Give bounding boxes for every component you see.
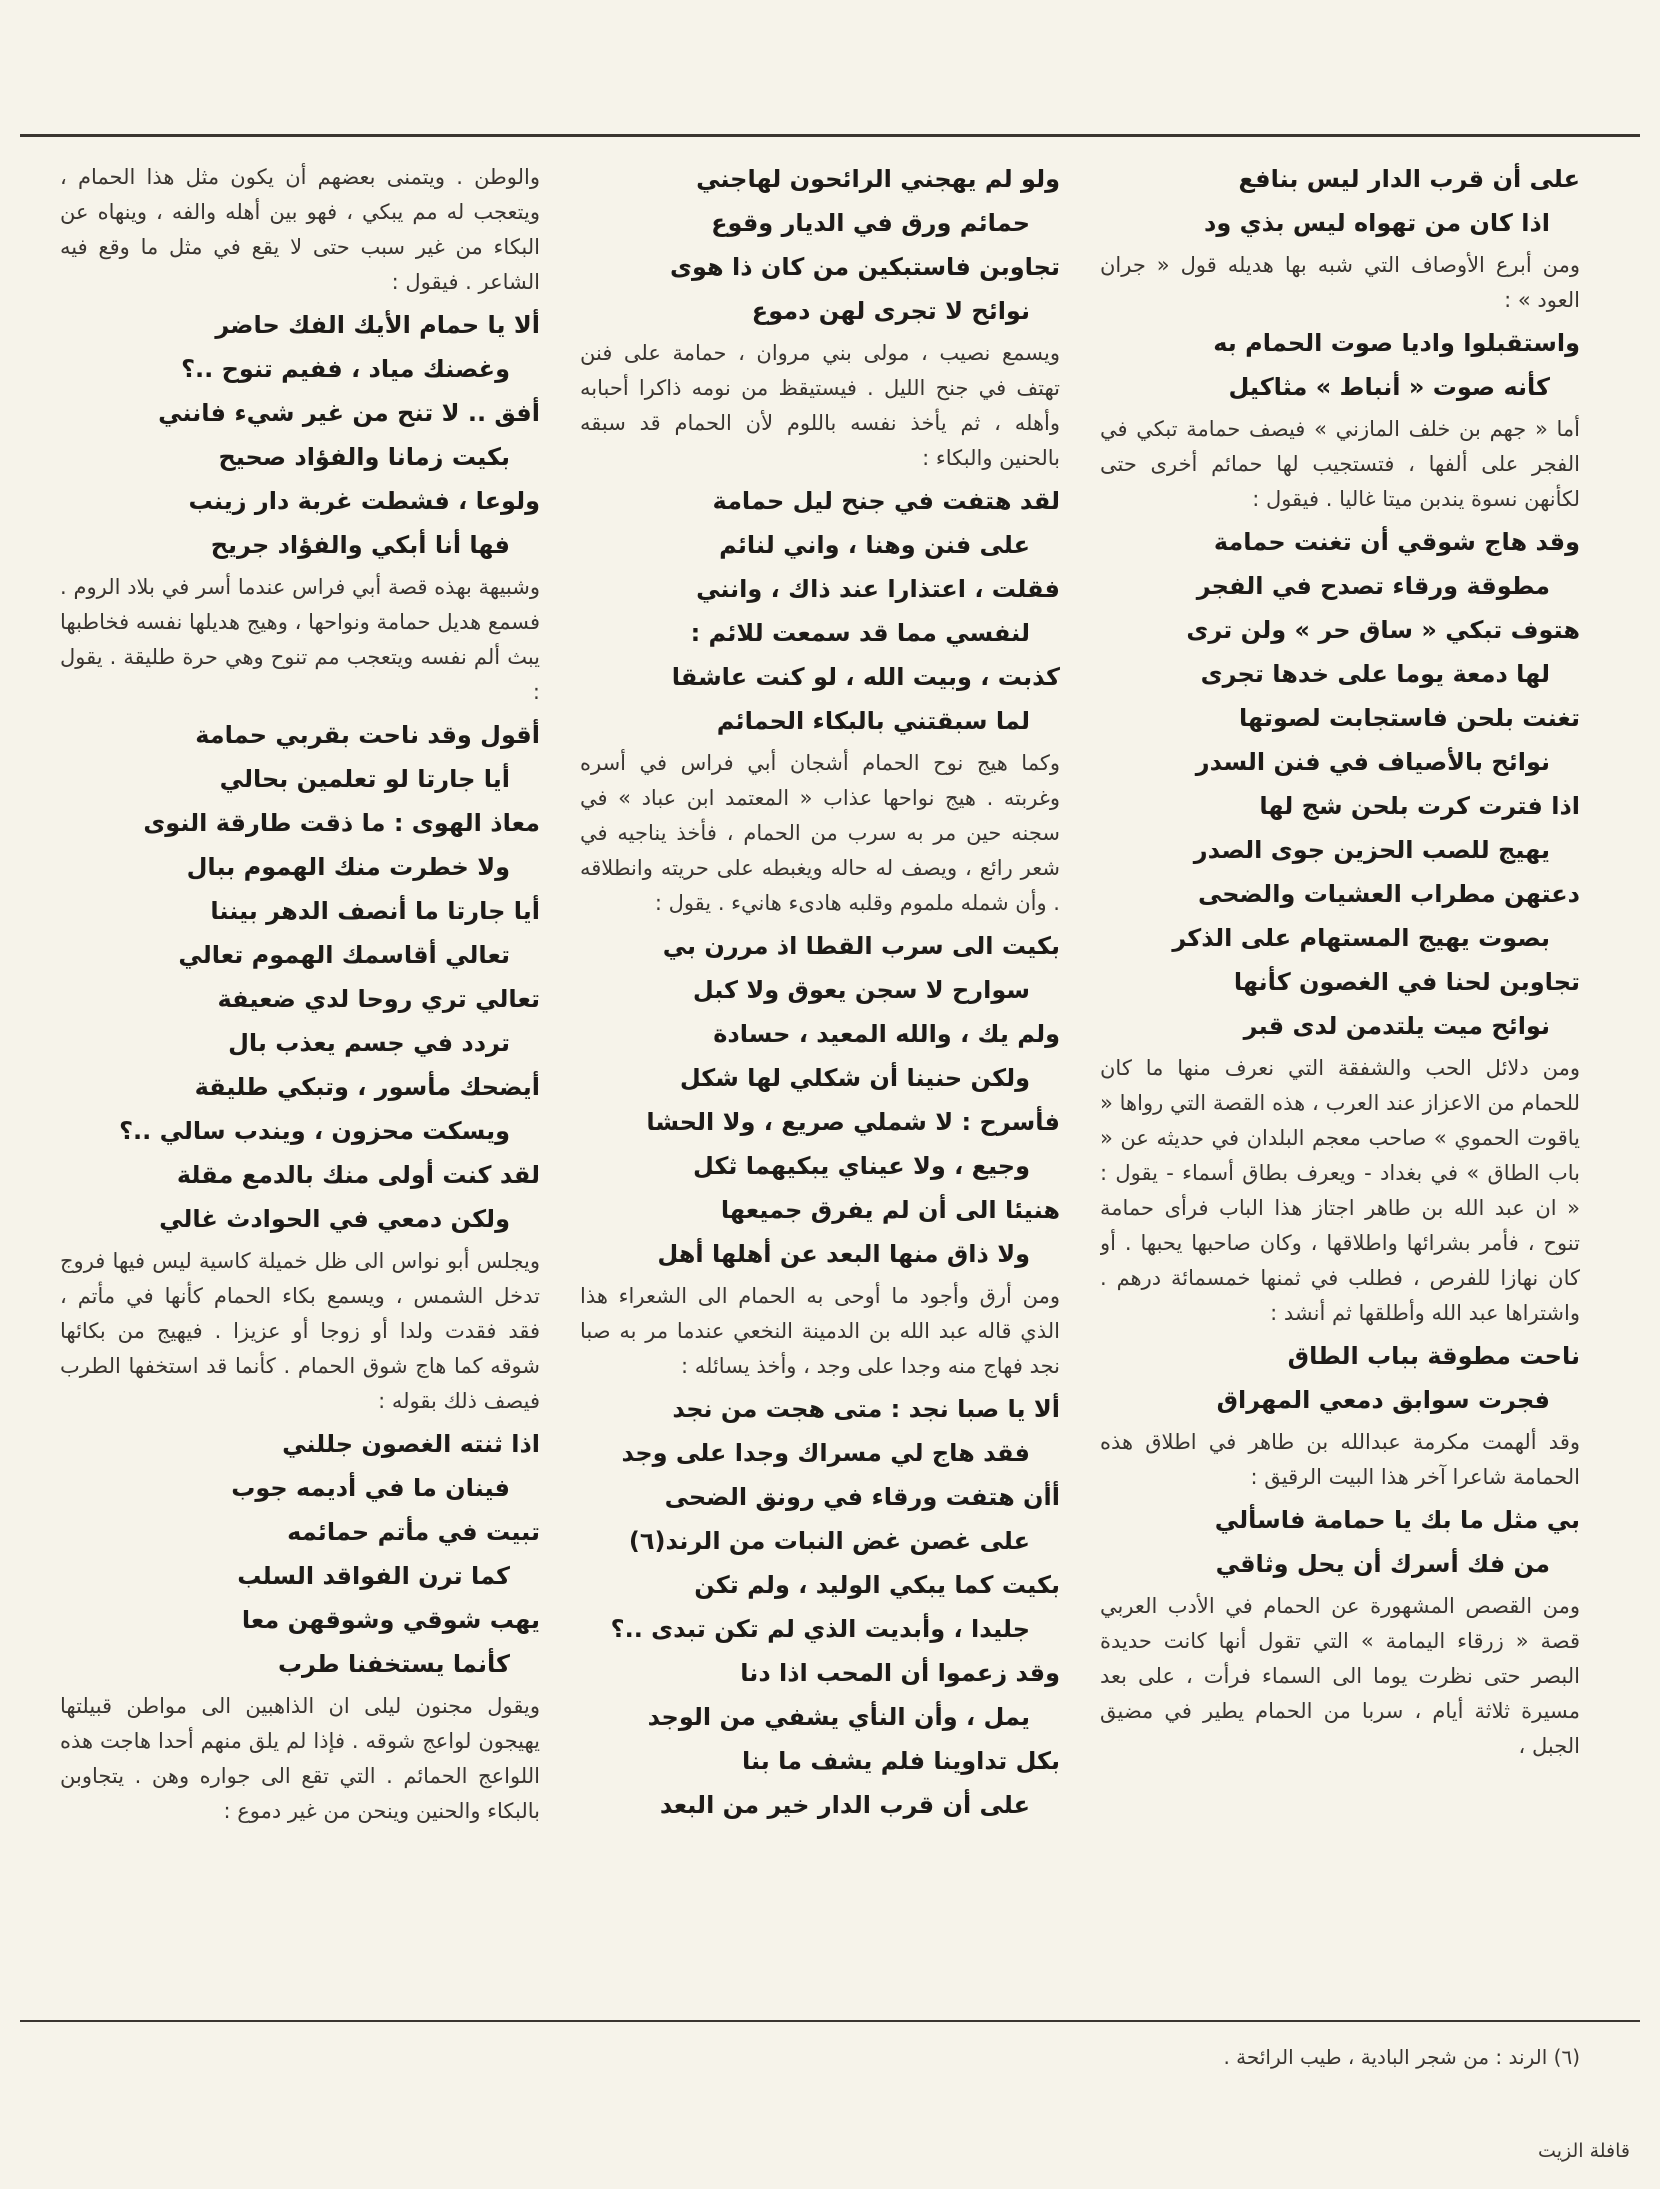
verse-line: حمائم ورق في الديار وقوع (711, 209, 1030, 237)
verse-line: اذا ثنته الغصون جللني (282, 1430, 540, 1458)
verse-line: بصوت يهيج المستهام على الذكر (1172, 924, 1550, 952)
verse-line: ولم يك ، والله المعيد ، حسادة (713, 1020, 1060, 1048)
verse-line: ولا خطرت منك الهموم ببال (186, 853, 510, 881)
verse-line: أقول وقد ناحت بقربي حمامة (195, 721, 540, 749)
verse-line: وغصنك مياد ، ففيم تنوح ..؟ (181, 355, 510, 383)
verse-line: نوائح ميت يلتدمن لدى قبر (1243, 1012, 1550, 1040)
verse-line: لما سبقتني بالبكاء الحمائم (716, 707, 1030, 735)
verse-line: لقد هتفت في جنح ليل حمامة (712, 487, 1060, 515)
paragraph: وشبيهة بهذه قصة أبي فراس عندما أسر في بلاد الروم . فسمع هديل حمامة ونواحها ، وهيج هديلها نفسه فخاطبها يبث ألم نفسه ويتعجب مم تنوح وهي حرة طليقة . يقول : (60, 575, 540, 704)
verse-line: ألا يا صبا نجد : متى هجت من نجد (672, 1395, 1060, 1423)
verse-line: بكيت الى سرب القطا اذ مررن بي (662, 932, 1060, 960)
verse-line: كذبت ، وبيت الله ، لو كنت عاشقا (671, 663, 1060, 691)
column-right (60, 160, 540, 2005)
verse-line: تردد في جسم يعذب بال (228, 1029, 510, 1057)
verse-line: يهيج للصب الحزين جوى الصدر (1193, 836, 1550, 864)
verse-line: فأسرح : لا شملي صريع ، ولا الحشا (646, 1108, 1060, 1136)
paragraph: أما « جهم بن خلف المازني » فيصف حمامة تبكي في الفجر على ألفها ، فتستجيب لها حمائم أخرى حتى لكأنهن نسوة يندبن ميتا غاليا . فيقول : (1100, 417, 1580, 511)
paragraph: ومن أرق وأجود ما أوحى به الحمام الى الشعراء هذا الذي قاله عبد الله بن الدمينة النخعي عندما مر به صبا نجد فهاج منه وجدا على وجد ، وأخذ يسائله : (580, 1284, 1060, 1378)
footnote-rule (20, 2020, 1640, 2022)
verse-line: هتوف تبكي « ساق حر » ولن ترى (1186, 616, 1580, 644)
verse-line: وقد هاج شوقي أن تغنت حمامة (1213, 528, 1580, 556)
column-left (1100, 160, 1580, 2005)
verse-line: لنفسي مما قد سمعت للائم : (690, 619, 1030, 647)
article-columns (60, 160, 1580, 2005)
paragraph: ويجلس أبو نواس الى ظل خميلة كاسية ليس فيها فروج تدخل الشمس ، ويسمع بكاء الحمام كأنها في مأتم ، فقد فقدت ولدا أو زوجا أو عزيزا . فيهيج من بكائها شوقه كما هاج شوق الحمام . كأنما قد استخفها الطرب فيصف ذلك بقوله : (60, 1249, 540, 1413)
verse-line: يهب شوقي وشوقهن معا (241, 1606, 540, 1634)
verse-line: ولكن حنينا أن شكلي لها شكل (679, 1064, 1030, 1092)
verse-line: على أن قرب الدار خير من البعد (659, 1791, 1030, 1819)
paragraph: وكما هيج نوح الحمام أشجان أبي فراس في أسره وغربته . هيج نواحها عذاب « المعتمد ابن عباد » في سجنه حين مر به سرب من الحمام ، فأخذ يناجيه في شعر رائع ، ويصف له حاله ويغبطه على حريته وانطلاقه . وأن شمله ملموم وقلبه هادىء هانيء . يقول : (580, 751, 1060, 915)
verse-line: على غصن غض النبات من الرند(٦) (628, 1527, 1030, 1555)
paragraph: ويقول مجنون ليلى ان الذاهبين الى مواطن قبيلتها يهيجون لواعج شوقه . فإذا لم يلق منهم أحدا هاجت هذه اللواعج الحمائم . التي تقع الى جواره وهن . يتجاوبن بالبكاء والحنين وينحن من غير دموع : (60, 1694, 540, 1823)
verse-line: أفق .. لا تنح من غير شيء فانني (158, 399, 540, 427)
verse-line: ولوعا ، فشطت غربة دار زينب (188, 487, 540, 515)
verse-line: تبيت في مأتم حمائمه (287, 1518, 540, 1546)
verse-line: معاذ الهوى : ما ذقت طارقة النوى (143, 809, 540, 837)
verse-line: تجاوبن فاستبكين من كان ذا هوى (669, 253, 1060, 281)
verse-line: تغنت بلحن فاستجابت لصوتها (1239, 704, 1580, 732)
paragraph: ومن أبرع الأوصاف التي شبه بها هديله قول « جران العود » : (1100, 253, 1580, 312)
verse-line: على أن قرب الدار ليس بنافع (1238, 165, 1580, 193)
verse-line: فقد هاج لي مسراك وجدا على وجد (621, 1439, 1030, 1467)
verse-line: هنيئا الى أن لم يفرق جميعها (720, 1196, 1060, 1224)
verse-line: ألا يا حمام الأيك الفك حاضر (215, 311, 540, 339)
paragraph: والوطن . ويتمنى بعضهم أن يكون مثل هذا الحمام ، ويتعجب له مم يبكي ، فهو بين أهله والفه ، وينهاه عن البكاء من غير سبب حتى لا يقع في مثل ما وقع فيه الشاعر . فيقول : (60, 165, 540, 294)
paragraph: وقد ألهمت مكرمة عبدالله بن طاهر في اطلاق هذه الحمامة شاعرا آخر هذا البيت الرقيق : (1100, 1430, 1580, 1489)
verse-line: مطوقة ورقاء تصدح في الفجر (1196, 572, 1550, 600)
verse-line: نوائح لا تجرى لهن دموع (751, 297, 1030, 325)
verse-line: ويسكت محزون ، ويندب سالي ..؟ (119, 1117, 510, 1145)
verse-line: اذا فترت كرت بلحن شج لها (1259, 792, 1580, 820)
verse-line: فها أنا أبكي والفؤاد جريح (210, 531, 510, 559)
verse-line: واستقبلوا واديا صوت الحمام به (1213, 329, 1580, 357)
verse-line: ولو لم يهجني الرائحون لهاجني (696, 165, 1060, 193)
paragraph: ومن دلائل الحب والشفقة التي نعرف منها ما كان للحمام من الاعزاز عند العرب ، هذه القصة التي رواها « ياقوت الحموي » صاحب معجم البلدان في حديثه عن « باب الطاق » في بغداد - ويعرف بطاق أسماء - يقول : « ان عبد الله بن طاهر اجتاز هذا الباب فرأى حمامة تنوح ، فأمر بشرائها واطلاقها ، وكان صاحبها يحبها . أو كان نهازا للفرص ، فطلب في ثمنها خمسمائة درهم . واشتراها عبد الله وأطلقها ثم أنشد : (1100, 1056, 1580, 1325)
verse-line: بي مثل ما بك يا حمامة فاسألي (1214, 1506, 1580, 1534)
magazine-name: قافلة الزيت (1538, 2140, 1630, 2162)
verse-line: كأنما يستخفنا طرب (277, 1650, 510, 1678)
verse-line: وجيع ، ولا عيناي يبكيهما ثكل (693, 1152, 1030, 1180)
verse-line: بكيت كما يبكي الوليد ، ولم تكن (694, 1571, 1060, 1599)
paragraph: ويسمع نصيب ، مولى بني مروان ، حمامة على فنن تهتف في جنح الليل . فيستيقظ من نومه ذاكرا أحبابه وأهله ، ثم يأخذ نفسه باللوم لأن الحمام قد سبقه بالحنين والبكاء : (580, 341, 1060, 470)
verse-line: ولكن دمعي في الحوادث غالي (159, 1205, 510, 1233)
verse-line: لقد كنت أولى منك بالدمع مقلة (176, 1161, 540, 1189)
verse-line: دعتهن مطراب العشيات والضحى (1197, 880, 1580, 908)
verse-line: ناحت مطوقة بباب الطاق (1287, 1342, 1580, 1370)
verse-line: كما ترن الفواقد السلب (237, 1562, 510, 1590)
verse-line: بكيت زمانا والفؤاد صحيح (218, 443, 510, 471)
verse-line: جليدا ، وأبديت الذي لم تكن تبدى ..؟ (610, 1615, 1030, 1643)
verse-line: لها دمعة يوما على خدها تجرى (1200, 660, 1550, 688)
verse-line: تجاوبن لحنا في الغصون كأنها (1233, 968, 1580, 996)
column-middle (580, 160, 1060, 2005)
verse-line: اذا كان من تهواه ليس بذي ود (1204, 209, 1550, 237)
verse-line: وقد زعموا أن المحب اذا دنا (740, 1659, 1060, 1687)
verse-line: كأنه صوت « أنباط » مثاكيل (1228, 373, 1550, 401)
verse-line: من فك أسرك أن يحل وثاقي (1215, 1550, 1550, 1578)
verse-line: تعالي أقاسمك الهموم تعالي (178, 941, 510, 969)
verse-line: فجرت سوابق دمعي المهراق (1216, 1386, 1550, 1414)
verse-line: أيضحك مأسور ، وتبكي طليقة (194, 1073, 540, 1101)
paragraph: ومن القصص المشهورة عن الحمام في الأدب العربي قصة « زرقاء اليمامة » التي تقول أنها كانت حديدة البصر حتى نظرت يوما الى السماء فرأت ، على بعد مسيرة ثلاثة أيام ، سربا من الحمام يطير في مضيق الجبل ، (1100, 1594, 1580, 1758)
verse-line: على فنن وهنا ، واني لنائم (719, 531, 1030, 559)
verse-line: بكل تداوينا فلم يشف ما بنا (741, 1747, 1060, 1775)
verse-line: نوائح بالأصياف في فنن السدر (1195, 748, 1550, 776)
footnote: (٦) الرند : من شجر البادية ، طيب الرائحة . (1223, 2045, 1580, 2069)
verse-line: سوارح لا سجن يعوق ولا كبل (692, 976, 1030, 1004)
verse-line: أأن هتفت ورقاء في رونق الضحى (664, 1483, 1060, 1511)
top-rule (20, 134, 1640, 137)
verse-line: يمل ، وأن النأي يشفي من الوجد (647, 1703, 1030, 1731)
verse-line: تعالي تري روحا لدي ضعيفة (217, 985, 540, 1013)
verse-line: ولا ذاق منها البعد عن أهلها أهل (657, 1240, 1030, 1268)
verse-line: أيا جارتا لو تعلمين بحالي (219, 765, 510, 793)
verse-line: فقلت ، اعتذارا عند ذاك ، وانني (696, 575, 1060, 603)
verse-line: أيا جارتا ما أنصف الدهر بيننا (210, 897, 540, 925)
verse-line: فينان ما في أديمه جوب (231, 1474, 510, 1502)
